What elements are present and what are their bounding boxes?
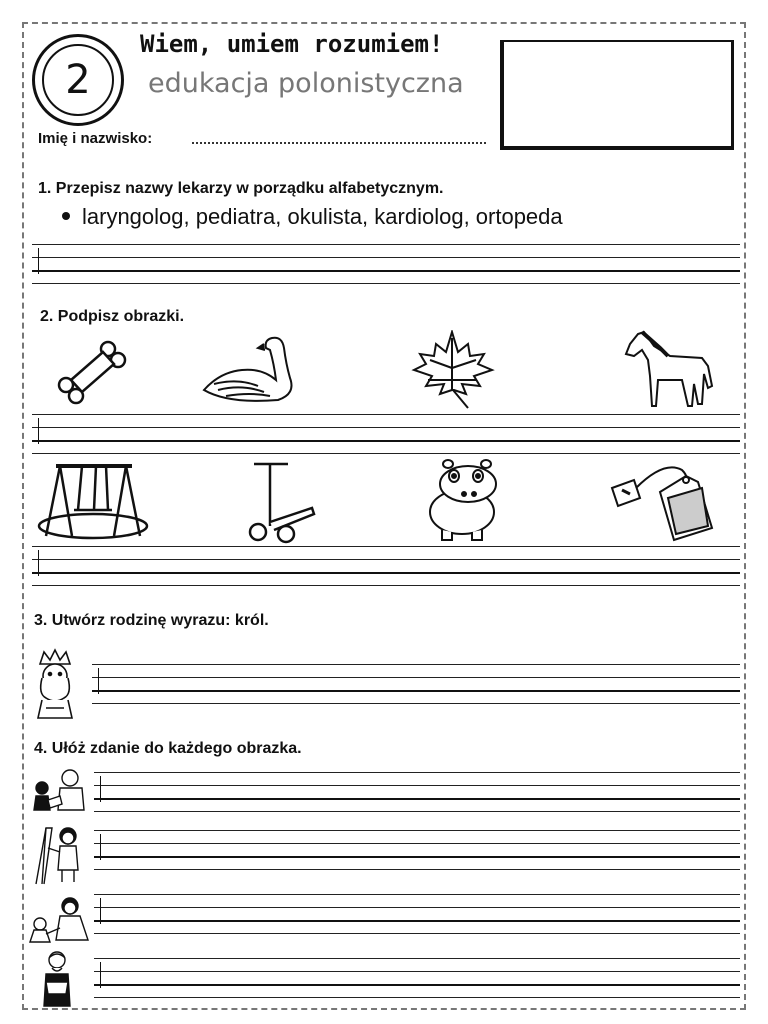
- task-3-label: 3. Utwórz rodzinę wyrazu: król.: [34, 612, 269, 629]
- grade-box: [500, 40, 734, 150]
- grandma-reading-icon: [30, 768, 88, 812]
- swing-icon: [36, 460, 150, 542]
- name-field[interactable]: [192, 140, 486, 144]
- tea-bag-icon: [608, 460, 716, 544]
- hippo-icon: [420, 456, 504, 544]
- bone-icon: [56, 340, 128, 406]
- horse-icon: [620, 326, 716, 412]
- writing-lines-2[interactable]: [32, 414, 740, 456]
- bullet: [62, 212, 70, 220]
- page-subtitle: edukacja polonistyczna: [148, 68, 464, 99]
- doctor-words: laryngolog, pediatra, okulista, kardiolog, ortopeda: [82, 204, 563, 229]
- badge-number: 2: [42, 44, 114, 116]
- grandpa-reading-icon: [40, 950, 74, 1008]
- swan-icon: [198, 334, 298, 408]
- task-2-label: 2. Podpisz obrazki.: [40, 308, 185, 325]
- name-label: Imię i nazwisko:: [38, 130, 153, 147]
- writing-lines-6[interactable]: [94, 830, 740, 872]
- writing-lines-3[interactable]: [32, 546, 740, 588]
- writing-lines-8[interactable]: [94, 958, 740, 1000]
- writing-lines-4[interactable]: [92, 664, 740, 706]
- painter-icon: [32, 824, 84, 886]
- writing-lines-7[interactable]: [94, 894, 740, 936]
- mother-child-icon: [26, 894, 92, 944]
- king-icon: [32, 648, 78, 722]
- task-1-words: [62, 204, 563, 230]
- maple-leaf-icon: [410, 330, 496, 410]
- task-1-label: 1. Przepisz nazwy lekarzy w porządku alfabetycznym.: [38, 180, 444, 197]
- task-4-label: 4. Ułóż zdanie do każdego obrazka.: [34, 740, 302, 757]
- scooter-icon: [240, 458, 318, 544]
- number-badge: [32, 34, 124, 126]
- page-title: Wiem, umiem rozumiem!: [140, 30, 444, 58]
- writing-lines-1[interactable]: [32, 244, 740, 286]
- writing-lines-5[interactable]: [94, 772, 740, 814]
